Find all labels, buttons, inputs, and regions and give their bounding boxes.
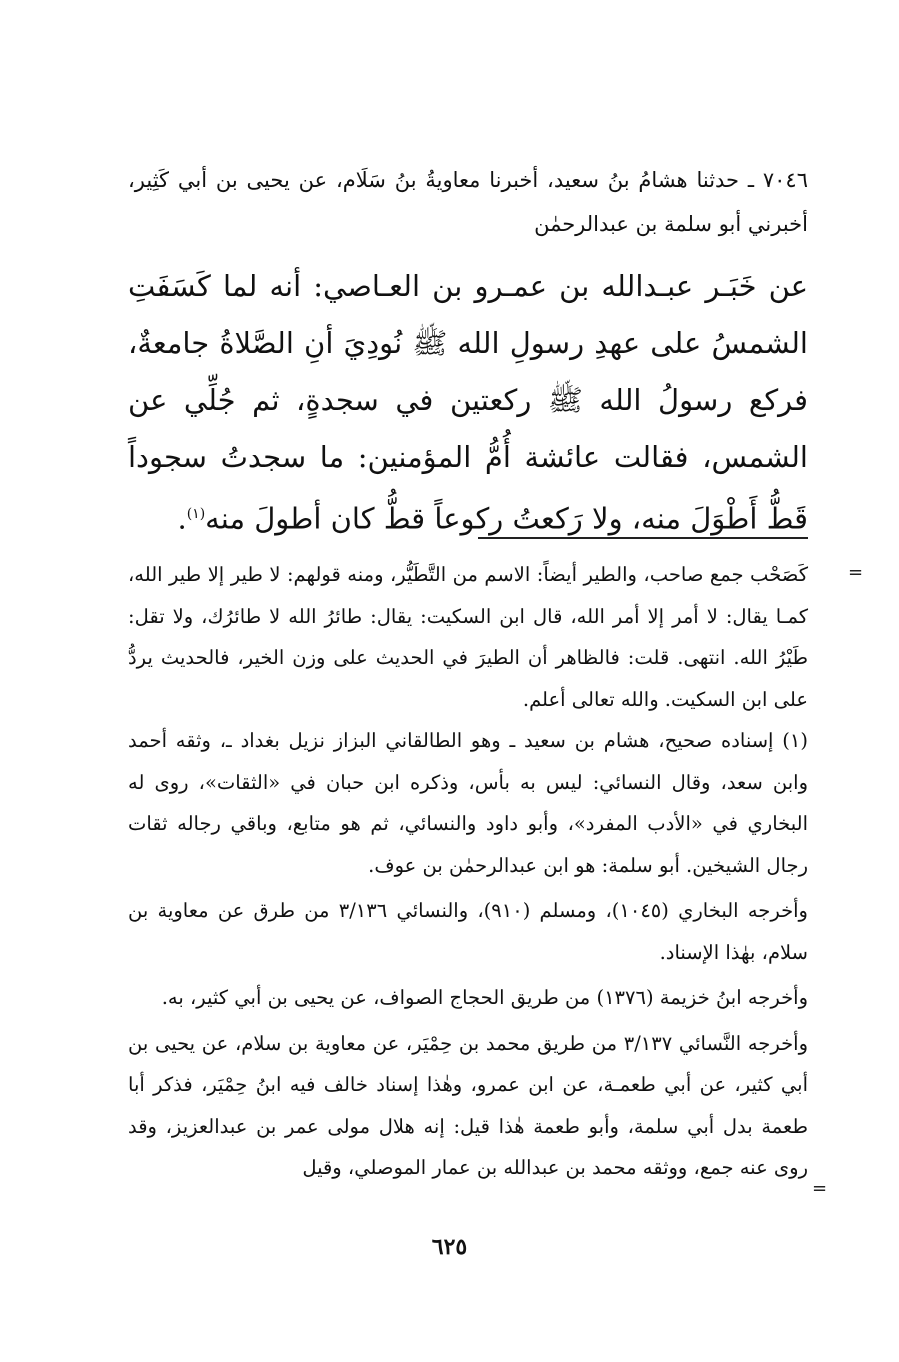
footnote-paragraph: وأخرجه ابنُ خزيمة (١٣٧٦) من طريق الحجاج الصواف، عن يحيى بن أبي كثير، به.: [161, 986, 808, 1009]
footnote-paragraph: كَصَحْب جمع صاحب، والطير أيضاً: الاسم من التَّطَيُّر، ومنه قولهم: لا طير إلا طير الله، كمـا يقال: لا أمر إلا أمر الله، قال ابن السكيت: يقال: طائرُ الله لا طائرُك، ولا تقل: طَيْرُ الله. انتهى. قلت: فالظاهر أن الطيرَ في الحديث على وزن الخير، فالحديث يردُّ على ابن السكيت. والله تعالى أعلم.: [128, 563, 808, 711]
footnote-paragraph: وأخرجه البخاري (١٠٤٥)، ومسلم (٩١٠)، والنسائي ٣/١٣٦ من طرق عن معاوية بن سلام، بهٰذا الإسناد.: [128, 899, 808, 964]
footnote-paragraph: وأخرجه النَّسائي ٣/١٣٧ من طريق محمد بن حِمْيَر، عن معاوية بن سلام، عن يحيى بن أبي كثير، عن أبي طعمـة، عن ابن عمرو، وهٰذا إسناد خالف فيه ابنُ حِمْيَر، فذكر أبا طعمة بدل أبي سلمة، وأبو طعمة هٰذا قيل: إنه هلال مولى عمر بن عبدالعزيز، وقد روى عنه جمع، ووثقه محمد بن عبدالله بن عمار الموصلي، وقيل: [128, 1031, 808, 1179]
footnote-separator: [478, 537, 808, 539]
footnote-reference[interactable]: (١): [186, 506, 206, 522]
page-number: ٦٢٥: [431, 1234, 468, 1260]
hadith-end-mark: .: [177, 501, 187, 536]
continuation-mark-bottom: =: [812, 1178, 828, 1199]
hadith-text: [128, 258, 808, 548]
continuation-mark-top: =: [848, 562, 864, 583]
hadith-chain-text: ٧٠٤٦ ـ حدثنا هشامُ بنُ سعيد، أخبرنا معاويةُ بنُ سَلَام، عن يحيى بن أبي كَثِير، أخبرني أبو سلمة بن عبدالرحمٰن: [128, 168, 808, 236]
footnote-paragraph: (١) إسناده صحيح، هشام بن سعيد ـ وهو الطالقاني البزاز نزيل بغداد ـ، وثقه أحمد وابن سعد، وقال النسائي: ليس به بأس، وذكره ابن حبان في «الثقات»، روى له البخاري في «الأدب المفرد»، وأبو داود والنسائي، ثم هو متابع، وباقي رجاله ثقات رجال الشيخين. أبو سلمة: هو ابن عبدالرحمٰن بن عوف.: [128, 729, 808, 877]
hadith-chain: [128, 158, 808, 246]
hadith-text-body: عن خَبَـر عبـدالله بن عمـرو بن العـاصي: أنه لما كَسَفَتِ الشمسُ على عهدِ رسولِ الله ﷺ نُودِيَ أنِ الصَّلاةُ جامعةٌ، فركع رسولُ الله ﷺ ركعتين في سجدةٍ، ثم جُلِّي عن الشمس، فقالت عائشة أُمُّ المؤمنين: ما سجدتُ سجوداً قَطُّ أَطْوَلَ منه، ولا رَكعتُ ركوعاً قطُّ كان أطولَ منه: [128, 269, 808, 536]
footnotes-section: [128, 554, 808, 1189]
